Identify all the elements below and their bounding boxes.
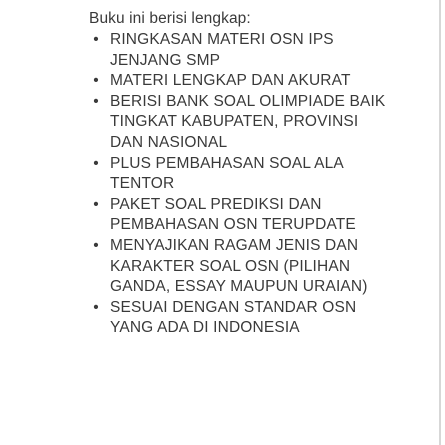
list-item (89, 154, 389, 195)
list-item-text: PLUS PEMBAHASAN SOAL ALA TENTOR (110, 154, 344, 193)
bullet-icon: • (93, 298, 99, 316)
bullet-icon: • (93, 92, 99, 110)
bullet-icon: • (93, 195, 99, 213)
list-item (89, 298, 389, 339)
list-item (89, 195, 389, 236)
list-item (89, 71, 389, 92)
list-item-text: RINGKASAN MATERI OSN IPS JENJANG SMP (110, 31, 334, 69)
list-item (89, 30, 389, 71)
list-item-text: BERISI BANK SOAL OLIMPIADE BAIK TINGKAT KABUPATEN, PROVINSI DAN NASIONAL (110, 92, 386, 151)
list-item-text: PAKET SOAL PREDIKSI DAN PEMBAHASAN OSN TERUPDATE (110, 195, 356, 234)
bullet-icon: • (93, 154, 99, 172)
feature-list (89, 30, 389, 339)
intro-text: Buku ini berisi lengkap: (89, 10, 251, 27)
bullet-icon: • (93, 236, 99, 254)
list-item-text: MENYAJIKAN RAGAM JENIS DAN KARAKTER SOAL OSN (PILIHAN GANDA, ESSAY MAUPUN URAIAN) (110, 236, 368, 296)
description-text (89, 8, 389, 339)
bullet-icon: • (93, 31, 99, 48)
page-edge-divider (439, 0, 441, 445)
list-item-text: SESUAI DENGAN STANDAR OSN YANG ADA DI INDONESIA (110, 298, 357, 337)
list-item-text: MATERI LENGKAP DAN AKURAT (110, 72, 351, 90)
list-item (89, 92, 389, 154)
list-item (89, 236, 389, 298)
bullet-icon: • (93, 72, 99, 90)
